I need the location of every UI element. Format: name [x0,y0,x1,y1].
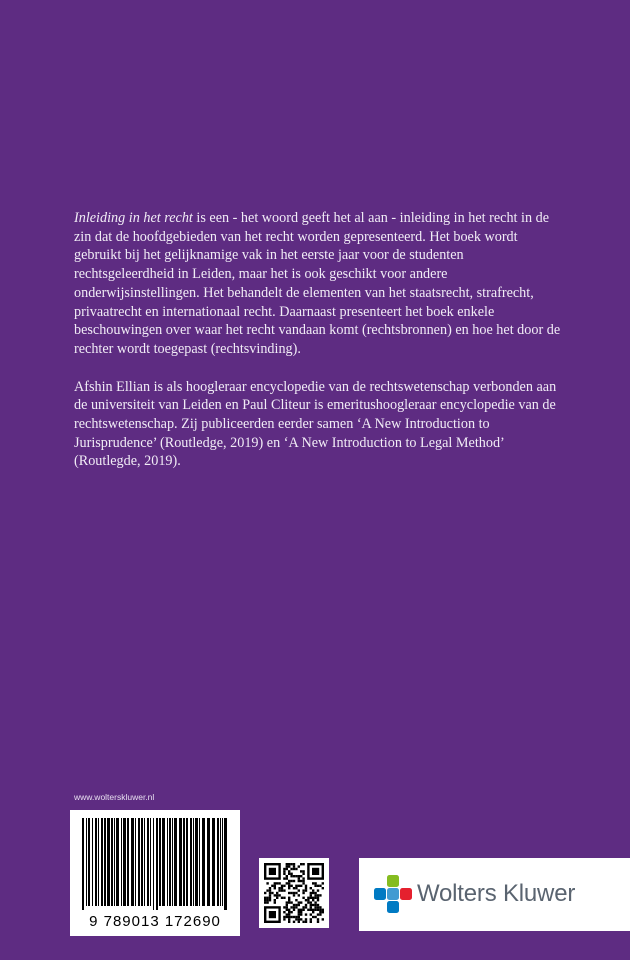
qr-module [314,901,316,903]
qr-finder-pattern [269,911,276,918]
qr-module [288,885,290,887]
qr-module [269,892,271,894]
qr-module [295,899,297,901]
qr-module [286,875,288,877]
qr-module [319,885,321,887]
qr-module [266,899,268,901]
qr-module [278,887,280,889]
qr-module [283,911,285,913]
qr-module [283,906,285,908]
qr-module [288,897,290,899]
qr-module [278,882,280,884]
qr-module [283,889,285,891]
qr-module [271,885,273,887]
qr-module [314,892,316,894]
qr-module [312,904,314,906]
qr-module [317,918,319,920]
qr-module [288,882,290,884]
qr-module [302,897,304,899]
qr-module [300,913,302,915]
qr-module [274,882,276,884]
qr-module [305,889,307,891]
qr-module [274,899,276,901]
barcode-bar [212,818,215,906]
qr-module [302,877,304,879]
barcode-bar [217,818,219,906]
qr-module [286,868,288,870]
barcode-bar [220,818,221,906]
qr-module [286,909,288,911]
publisher-logo [359,858,630,931]
qr-module [310,918,312,920]
barcode-bars [70,810,240,910]
qr-module [295,885,297,887]
barcode-bar [138,818,140,906]
qr-module [302,880,304,882]
qr-module [310,892,312,894]
qr-module [302,889,304,891]
qr-module [290,885,292,887]
qr-module [293,875,295,877]
qr-module [274,885,276,887]
isbn-barcode [70,810,240,936]
qr-module [298,877,300,879]
back-cover-blurb [74,209,562,471]
qr-module [317,906,319,908]
barcode-bar [169,818,171,906]
qr-module [281,889,283,891]
barcode-bar [82,818,84,910]
qr-module [288,873,290,875]
qr-module [298,865,300,867]
qr-module [300,885,302,887]
qr-module [286,901,288,903]
qr-module [288,880,290,882]
qr-module [266,897,268,899]
qr-module [271,892,273,894]
qr-module [290,880,292,882]
barcode-bar [224,818,227,910]
qr-module [293,906,295,908]
publisher-name: Wolters Kluwer [417,880,576,907]
qr-module [300,911,302,913]
qr-module [276,894,278,896]
qr-module [286,913,288,915]
barcode-bar [114,818,115,906]
qr-module [298,921,300,923]
qr-module [288,865,290,867]
qr-module [286,865,288,867]
qr-module [305,918,307,920]
barcode-bar [153,818,154,910]
qr-module [295,906,297,908]
qr-module [283,916,285,918]
qr-module [293,904,295,906]
barcode-bar [95,818,97,906]
qr-module [305,913,307,915]
qr-module [288,901,290,903]
qr-module [298,904,300,906]
qr-module [312,909,314,911]
qr-module [288,887,290,889]
barcode-bar [88,818,90,906]
qr-module [290,911,292,913]
barcode-bar [190,818,192,906]
qr-module [314,906,316,908]
barcode-bar [174,818,177,906]
qr-module [319,913,321,915]
qr-module [286,904,288,906]
barcode-bar [116,818,119,906]
qr-module [312,889,314,891]
qr-module [274,901,276,903]
blurb-paragraph-description [74,209,562,359]
qr-module [293,865,295,867]
qr-module [298,911,300,913]
qr-module [293,892,295,894]
qr-module [314,909,316,911]
qr-module [310,906,312,908]
qr-module [319,906,321,908]
qr-finder-pattern [312,868,319,875]
qr-module [310,887,312,889]
qr-module [322,918,324,920]
qr-module [288,909,290,911]
qr-module [310,894,312,896]
qr-module [307,901,309,903]
barcode-bar [101,818,103,906]
qr-module [278,889,280,891]
qr-module [295,887,297,889]
qr-module [293,916,295,918]
barcode-bar [172,818,173,906]
qr-module [317,894,319,896]
qr-module [310,921,312,923]
qr-module [290,875,292,877]
qr-module [269,889,271,891]
qr-module [310,913,312,915]
qr-module [302,921,304,923]
qr-module [286,916,288,918]
qr-code-pattern [259,858,329,928]
qr-module [290,906,292,908]
qr-module [317,897,319,899]
qr-module [314,894,316,896]
publisher-website: www.wolterskluwer.nl [74,792,155,802]
qr-module [264,892,266,894]
qr-module [274,887,276,889]
barcode-bar [127,818,129,906]
qr-module [302,873,304,875]
qr-module [290,892,292,894]
barcode-bar [195,818,198,906]
qr-module [305,885,307,887]
barcode-bar [141,818,143,906]
qr-module [322,911,324,913]
qr-module [276,892,278,894]
qr-module [298,913,300,915]
qr-module [302,863,304,865]
qr-module [300,875,302,877]
qr-module [302,892,304,894]
qr-module [307,897,309,899]
qr-module [305,904,307,906]
qr-module [302,882,304,884]
qr-module [283,897,285,899]
qr-module [310,901,312,903]
qr-module [300,863,302,865]
barcode-bar [193,818,194,906]
qr-module [295,916,297,918]
qr-module [314,885,316,887]
qr-module [290,873,292,875]
qr-module [317,909,319,911]
qr-code [259,858,329,928]
qr-module [269,894,271,896]
qr-module [312,916,314,918]
qr-module [305,921,307,923]
qr-module [295,904,297,906]
qr-module [298,909,300,911]
qr-module [264,899,266,901]
qr-module [290,901,292,903]
wolters-kluwer-logo-icon [373,874,413,914]
qr-module [288,916,290,918]
qr-module [312,892,314,894]
qr-module [288,921,290,923]
qr-module [322,882,324,884]
qr-module [305,906,307,908]
qr-module [264,901,266,903]
barcode-bar [202,818,205,906]
qr-module [317,904,319,906]
qr-module [288,913,290,915]
qr-module [283,877,285,879]
qr-module [310,904,312,906]
qr-module [293,921,295,923]
qr-module [283,873,285,875]
qr-module [300,880,302,882]
barcode-bar [104,818,106,906]
qr-module [317,885,319,887]
qr-module [283,885,285,887]
qr-module [283,918,285,920]
qr-module [322,909,324,911]
qr-module [286,882,288,884]
barcode-bar [159,818,161,906]
barcode-bar [144,818,145,906]
qr-module [312,882,314,884]
qr-module [290,916,292,918]
qr-module [269,899,271,901]
qr-module [266,889,268,891]
qr-module [269,897,271,899]
qr-module [295,918,297,920]
qr-module [286,906,288,908]
qr-module [293,868,295,870]
barcode-bar [123,818,126,906]
qr-module [300,909,302,911]
qr-module [319,894,321,896]
book-title-italic: Inleiding in het recht [74,210,193,226]
qr-module [278,894,280,896]
qr-module [317,921,319,923]
qr-module [290,863,292,865]
qr-module [288,899,290,901]
barcode-bar [107,818,110,906]
qr-module [302,909,304,911]
qr-module [281,887,283,889]
barcode-bar [162,818,165,906]
qr-module [283,868,285,870]
qr-module [314,897,316,899]
barcode-bar [167,818,168,906]
qr-module [276,882,278,884]
qr-module [283,870,285,872]
qr-module [290,868,292,870]
qr-module [312,897,314,899]
qr-module [305,899,307,901]
qr-module [298,880,300,882]
barcode-bar [111,818,113,906]
qr-module [319,909,321,911]
blurb-description-text: is een - het woord geeft het al aan - inleiding in het recht in de zin dat de hoofdgebieden van het recht worden gepresenteerd. Het boek wordt gebruikt bij het gelijknamige vak in het eerste jaar voor de studenten rechtsgeleerdheid in Leiden, maar het is ook geschikt voor andere onderwijsinstellingen. Het behandelt de elementen van het staatsrecht, strafrecht, privaatrecht en internationaal recht. Daarnaast presenteert het boek enkele beschouwingen over waar het recht vandaan komt (rechtsbronnen) en hoe het door de rechter wordt toegepast (rechtsvinding). [74,210,561,357]
qr-module [269,887,271,889]
qr-module [266,882,268,884]
qr-finder-pattern [269,868,276,875]
barcode-bar [207,818,210,906]
qr-module [305,887,307,889]
qr-module [298,901,300,903]
qr-module [307,899,309,901]
qr-module [298,916,300,918]
qr-module [288,911,290,913]
qr-module [295,868,297,870]
qr-module [314,882,316,884]
barcode-bar [183,818,185,906]
qr-module [312,899,314,901]
qr-module [298,918,300,920]
qr-module [317,889,319,891]
barcode-bar [92,818,93,906]
qr-module [293,894,295,896]
qr-module [288,918,290,920]
qr-module [302,906,304,908]
barcode-bar [98,818,99,906]
qr-module [298,885,300,887]
qr-module [264,897,266,899]
qr-module [319,911,321,913]
qr-module [293,887,295,889]
barcode-bar [147,818,149,906]
barcode-bar [131,818,134,906]
barcode-bar [86,818,87,906]
qr-module [298,889,300,891]
qr-module [317,913,319,915]
qr-module [310,909,312,911]
qr-module [300,870,302,872]
isbn-digits: 9 789013 172690 [89,913,221,930]
barcode-bar [186,818,188,906]
qr-module [288,870,290,872]
qr-module [298,875,300,877]
qr-module [317,899,319,901]
qr-module [281,897,283,899]
qr-module [298,894,300,896]
qr-module [266,901,268,903]
qr-module [310,897,312,899]
qr-module [286,863,288,865]
qr-module [300,918,302,920]
qr-module [302,870,304,872]
qr-module [307,909,309,911]
qr-module [312,911,314,913]
qr-module [276,897,278,899]
barcode-bar [156,818,158,910]
qr-module [314,904,316,906]
barcode-bar [121,818,122,906]
barcode-bar [150,818,151,906]
qr-module [293,880,295,882]
qr-module [281,885,283,887]
qr-module [286,877,288,879]
qr-module [288,863,290,865]
barcode-bar [199,818,200,906]
qr-module [293,863,295,865]
barcode-bar [135,818,136,906]
qr-module [288,892,290,894]
qr-module [322,887,324,889]
qr-module [274,894,276,896]
qr-module [300,901,302,903]
qr-module [295,892,297,894]
blurb-paragraph-authors: Afshin Ellian is als hoogleraar encyclopedie van de rechtswetenschap verbonden aan de universiteit van Leiden en Paul Cliteur is emeritushoogleraar encyclopedie van de rechtswetenschap. Zij publiceerden eerder samen ‘A New Introduction to Jurisprudence’ (Routledge, 2019) en ‘A New Introduction to Legal Method’ (Routlegde, 2019). [74,378,557,470]
barcode-bar [179,818,182,906]
qr-module [293,909,295,911]
qr-module [295,875,297,877]
qr-module [314,916,316,918]
barcode-bar [222,818,223,906]
